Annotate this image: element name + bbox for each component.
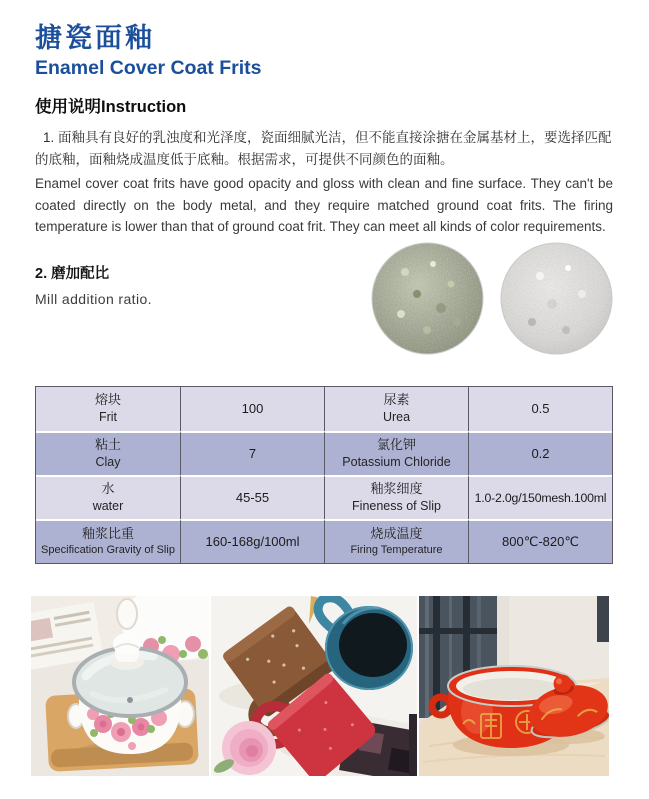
label-en: Frit [98, 410, 118, 425]
label-en: Fineness of Slip [352, 499, 441, 514]
mill-heading-english: Mill addition ratio. [35, 290, 152, 307]
powder-photos [371, 242, 613, 372]
mill-heading-chinese: 2. 磨加配比 [35, 265, 110, 282]
label-en: Clay [95, 455, 121, 470]
table-cell-value: 7 [180, 431, 324, 475]
label-en: Potassium Chloride [342, 455, 451, 470]
mill-addition-section [35, 252, 613, 372]
table-cell-value: 100 [180, 387, 324, 431]
table-cell-value: 45-55 [180, 475, 324, 519]
table-cell-label [324, 475, 468, 519]
instruction-paragraph-english: Enamel cover coat frits have good opacity and gloss with clean and fine surface. They can't be coated directly on the body metal, and they require matched ground coat frits. The firing temperature is lower than that of ground coat frit. They can meet all kinds of color requirements. [35, 176, 613, 235]
table-cell-value: 0.2 [468, 431, 612, 475]
table-row [36, 431, 612, 475]
table-cell-label [36, 387, 180, 431]
table-cell-label [324, 387, 468, 431]
page-title-chinese: 搪瓷面釉 [35, 23, 155, 53]
label-cn: 釉浆细度 [370, 481, 423, 497]
label-cn: 熔块 [94, 392, 121, 408]
label-en: water [92, 499, 124, 514]
table-row [36, 387, 612, 431]
mill-addition-table [35, 386, 613, 564]
table-cell-label [36, 431, 180, 475]
mill-addition-headings [35, 252, 152, 372]
table-row [36, 519, 612, 563]
table-cell-value: 160-168g/100ml [180, 519, 324, 563]
page-title-english: Enamel Cover Coat Frits [35, 57, 262, 80]
table-cell-value: 800℃-820℃ [468, 519, 612, 563]
photo-white-floral-pot [31, 596, 209, 776]
label-cn: 粘土 [94, 437, 121, 453]
table-row [36, 475, 612, 519]
label-en: Urea [382, 410, 411, 425]
label-cn: 尿素 [383, 392, 410, 408]
photo-enamel-mugs [211, 596, 417, 776]
label-cn: 水 [101, 481, 115, 497]
product-photos [31, 596, 613, 776]
photo-red-casserole [419, 596, 609, 776]
milled-powder-photo [500, 242, 613, 355]
label-cn: 氯化钾 [376, 437, 416, 453]
label-cn: 烧成温度 [370, 526, 423, 542]
instruction-heading: 使用说明Instruction [35, 97, 187, 116]
label-en: Firing Temperature [350, 544, 443, 557]
table-cell-label [36, 519, 180, 563]
label-en: Specification Gravity of Slip [41, 544, 175, 557]
table-cell-label [324, 519, 468, 563]
table-cell-value: 0.5 [468, 387, 612, 431]
frit-granules-photo [371, 242, 484, 355]
table-cell-label [36, 475, 180, 519]
table-cell-value: 1.0-2.0g/150mesh.100ml [468, 475, 612, 519]
label-cn: 釉浆比重 [81, 526, 134, 542]
instruction-paragraph-chinese: 1. 面釉具有良好的乳浊度和光泽度，瓷面细腻光洁，但不能直接涂搪在金属基材上，要选择匹配的底釉，面釉烧成温度低于底釉。根据需求，可提供不同颜色的面釉。 [35, 130, 612, 167]
table-cell-label [324, 431, 468, 475]
